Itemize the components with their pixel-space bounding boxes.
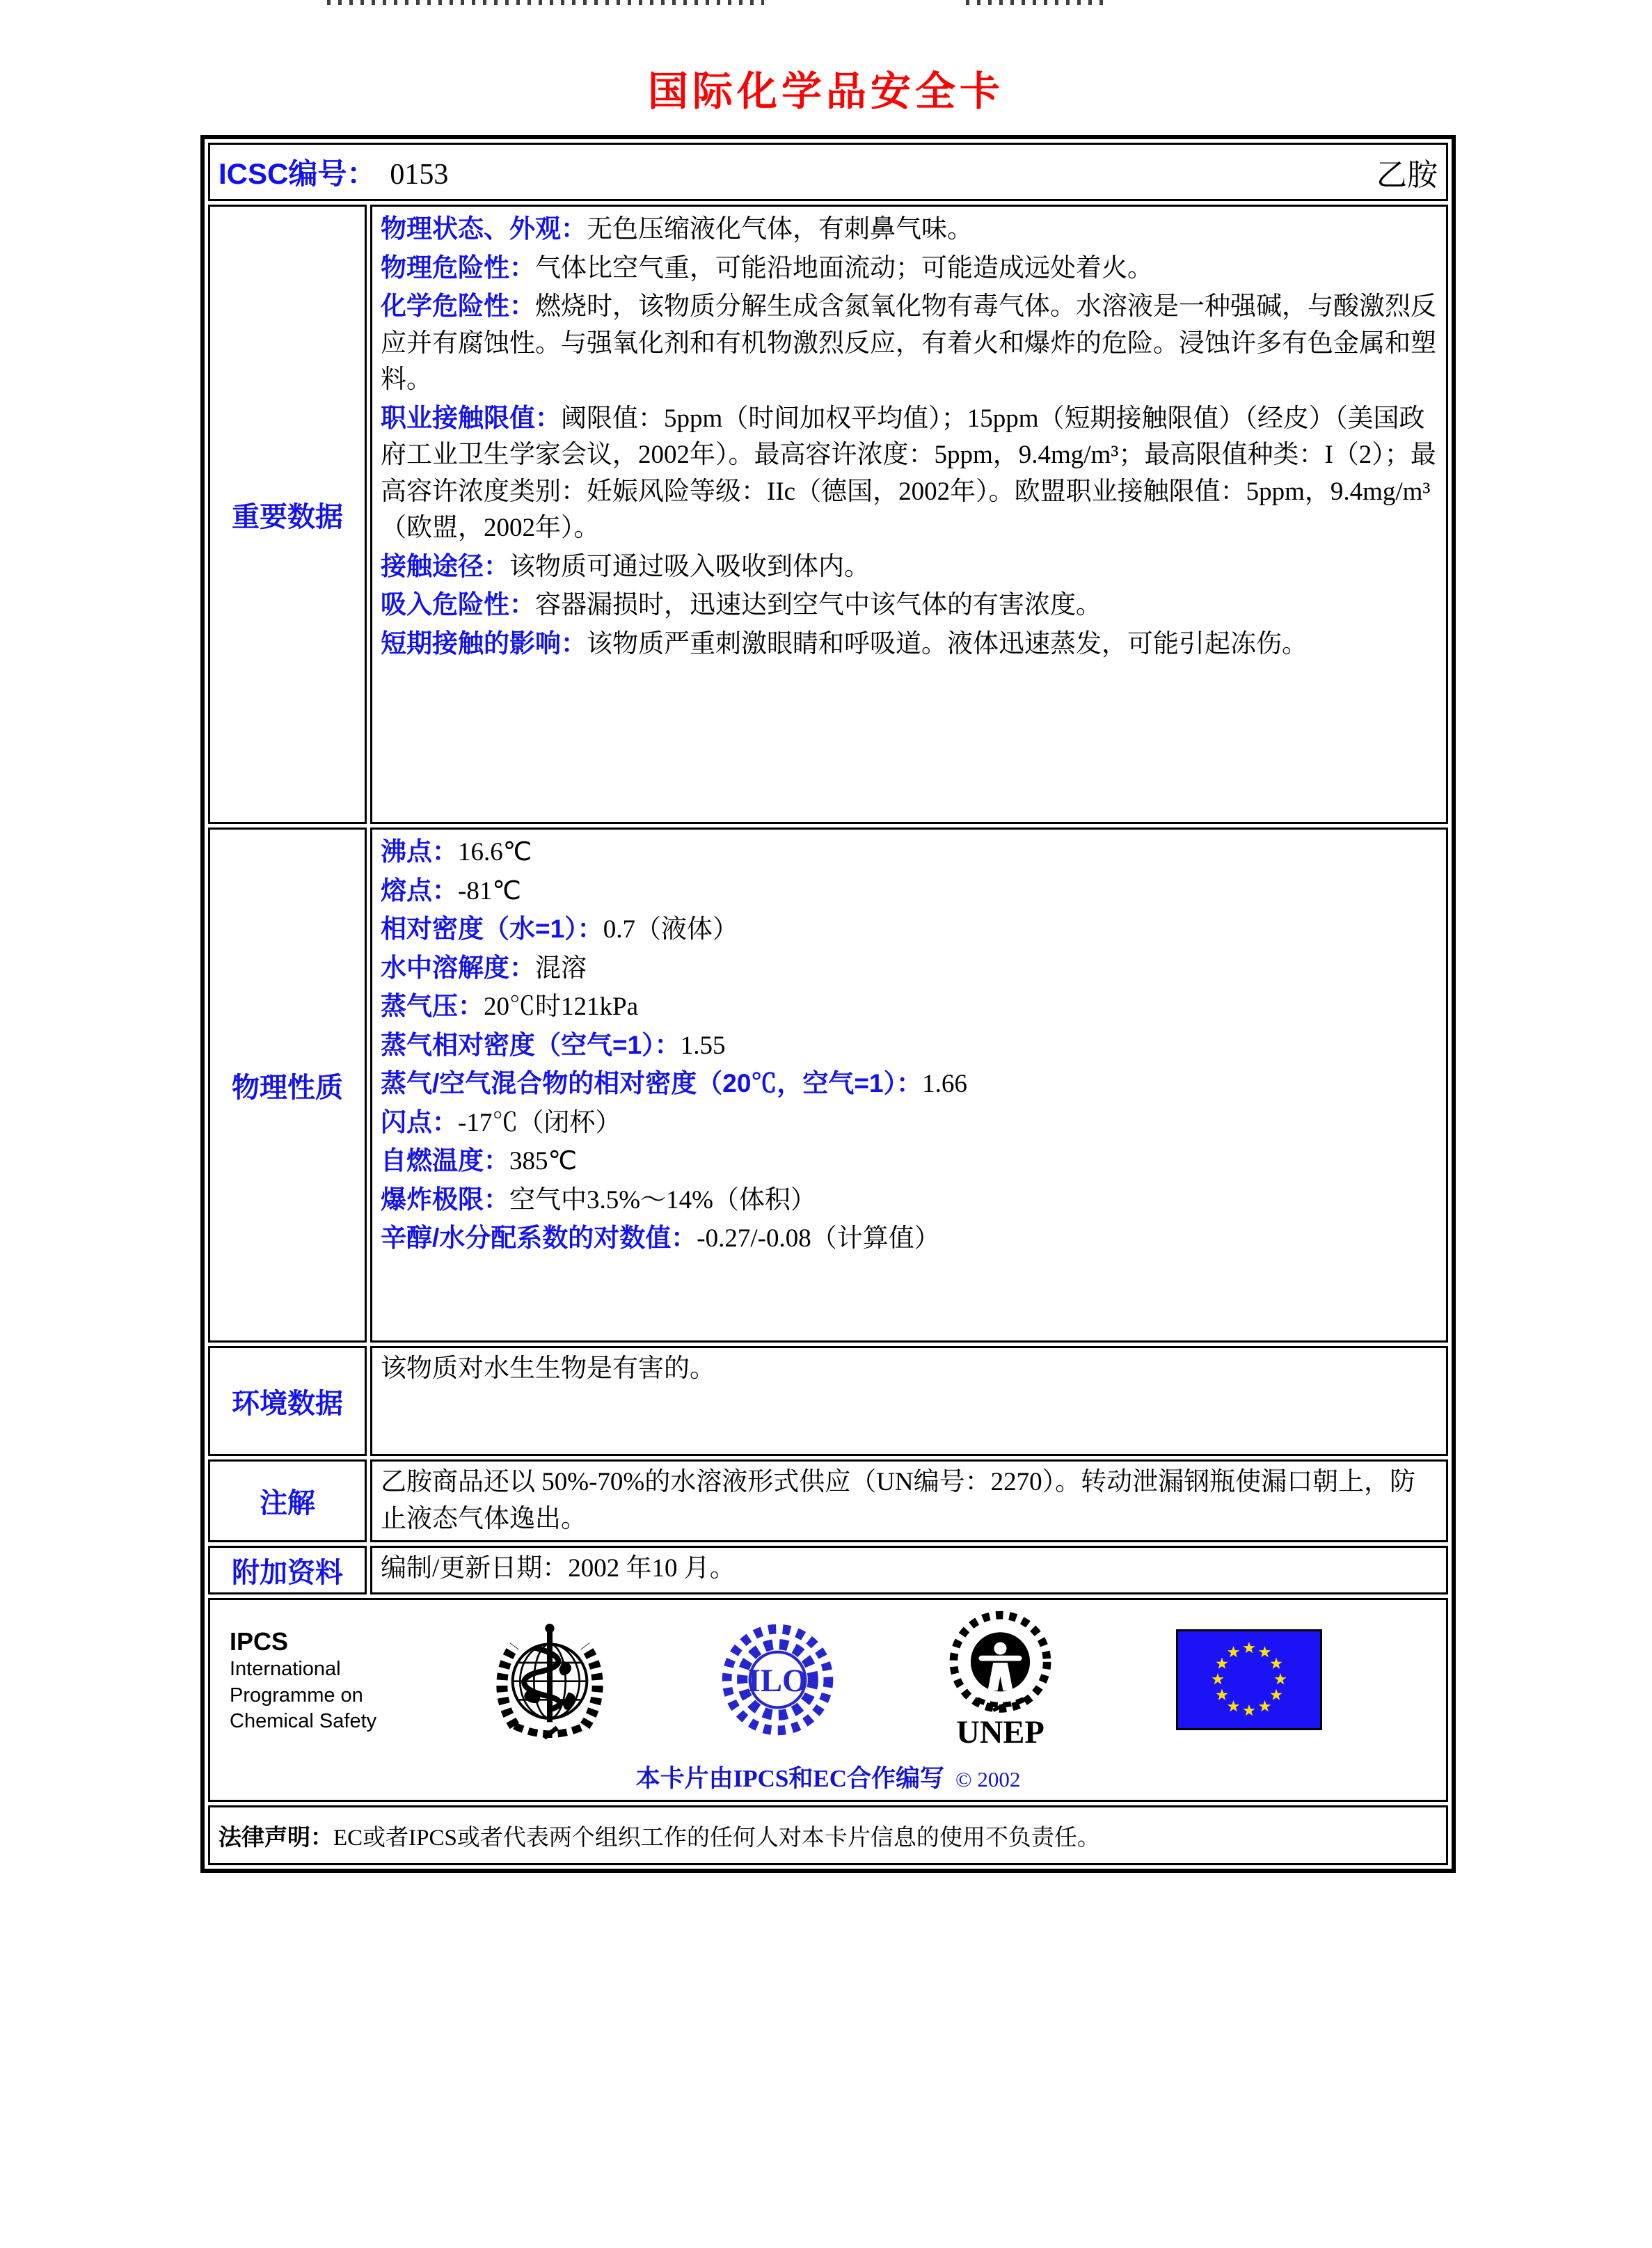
prop-value: -0.27/-0.08（计算值） [697,1224,940,1253]
prop-value: -81℃ [458,876,521,905]
important-data-content [370,205,1448,824]
prop-boiling-point [381,834,1438,871]
page-title: 国际化学品安全卡 [647,69,1004,114]
prop-value: 1.55 [680,1031,726,1060]
entry-key: 接触途径： [381,551,509,580]
notes-row [208,1459,1448,1542]
prop-explosive-limits [381,1182,1438,1219]
prop-melting-point [381,873,1438,910]
entry-value: 无色压缩液化气体，有刺鼻气味。 [587,215,973,244]
prop-autoignition-temp [381,1143,1438,1180]
eu-flag-icon [1176,1629,1322,1734]
icsc-number-value: 0153 [390,159,449,191]
additional-info-row [208,1546,1448,1594]
prop-octanol-water [381,1220,1438,1258]
entry-key: 化学危险性： [381,292,535,321]
clipped-print-header-fragment-left [327,0,764,5]
unep-logo-text: UNEP [956,1715,1045,1750]
prop-key: 蒸气/空气混合物的相对密度（20℃，空气=1）： [381,1069,923,1098]
logos-row [208,1598,1448,1802]
prop-key: 沸点： [381,837,458,866]
caption-year: © 2002 [955,1767,1021,1792]
icsc-header-cell [208,143,1448,201]
entry-physical-danger [381,250,1438,287]
prop-value: 混溶 [535,953,587,983]
prop-key: 闪点： [381,1107,458,1137]
entry-value: 阈限值：5ppm（时间加权平均值）；15ppm（短期接触限值）（经皮）（美国政府工业卫生学家会议，2002年）。最高容许浓度：5ppm，9.4mg/m³；最高限值种类：I（2）；最高容许浓度类别：妊娠风险等级：IIc（德国，2002年）。欧盟职业接触限值：5ppm，9.4mg/m³（欧盟，2002年）。 [381,404,1436,543]
physical-properties-content [370,828,1448,1343]
ipcs-line: Chemical Safety [230,1710,377,1733]
icsc-number-group [219,151,448,193]
entry-value: 该物质可通过吸入吸收到体内。 [509,552,870,581]
legal-row [208,1805,1448,1865]
prop-key: 熔点： [381,876,458,905]
prop-key: 自燃温度： [381,1146,509,1176]
ipcs-line: International [230,1658,341,1681]
entry-short-term-effects [381,626,1438,663]
ipcs-title: IPCS [230,1627,289,1656]
logos-cell [208,1598,1448,1802]
prop-vapor-density [381,1027,1438,1065]
entry-key: 吸入危险性： [381,590,535,619]
card-caption [230,1759,1427,1794]
ilo-logo-icon [720,1622,835,1741]
entry-key: 职业接触限值： [381,403,561,432]
physical-properties-row [208,828,1448,1343]
unep-logo-icon [946,1610,1054,1752]
entry-value: 气体比空气重，可能沿地面流动；可能造成远处着火。 [535,253,1153,283]
prop-value: 16.6℃ [458,838,532,866]
prop-value: 0.7（液体） [603,915,738,944]
entry-physical-state [381,211,1438,248]
entry-value: 燃烧时，该物质分解生成含氮氧化物有毒气体。水溶液是一种强碱，与酸激烈反应并有腐蚀性。与强氧化剂和有机物激烈反应，有着火和爆炸的危险。浸蚀许多有色金属和塑料。 [381,292,1436,395]
section-label-environment: 环境数据 [208,1346,367,1456]
prop-water-solubility [381,950,1438,988]
prop-relative-density [381,911,1438,949]
clipped-print-header-fragment-right [966,0,1105,5]
prop-vapor-pressure [381,988,1438,1026]
entry-value: 容器漏损时，迅速达到空气中该气体的有害浓度。 [535,591,1102,620]
entry-key: 短期接触的影响： [381,628,587,658]
prop-vapor-air-density [381,1066,1438,1103]
prop-value: -17℃（闭杯） [458,1108,621,1137]
prop-value: 385℃ [509,1147,578,1176]
section-label-notes: 注解 [208,1459,367,1542]
ipcs-line: Programme on [230,1684,363,1707]
entry-value: 该物质严重刺激眼睛和呼吸道。液体迅速蒸发，可能引起冻伤。 [587,629,1308,658]
entry-chemical-danger [381,288,1438,399]
notes-content: 乙胺商品还以 50%-70%的水溶液形式供应（UN编号：2270）。转动泄漏钢瓶使漏口朝上，防止液态气体逸出。 [370,1459,1448,1542]
icsc-number-label: ICSC编号： [219,157,376,190]
section-label-additional: 附加资料 [208,1546,367,1594]
environment-data-row [208,1346,1448,1456]
entry-key: 物理状态、外观： [381,214,587,243]
legal-cell [208,1805,1448,1865]
prop-flash-point [381,1105,1438,1142]
entry-key: 物理危险性： [381,253,535,282]
safety-card-table [200,135,1456,1873]
caption-text: 本卡片由IPCS和EC合作编写 [635,1765,945,1793]
entry-exposure-routes [381,548,1438,586]
prop-key: 蒸气相对密度（空气=1）： [381,1030,681,1059]
additional-info-content: 编制/更新日期：2002 年10 月。 [370,1546,1448,1594]
prop-key: 相对密度（水=1）： [381,915,603,944]
prop-key: 蒸气压： [381,992,484,1021]
entry-occupational-limits [381,400,1438,547]
who-logo-icon [494,1613,605,1749]
prop-key: 辛醇/水分配系数的对数值： [381,1224,697,1253]
prop-key: 水中溶解度： [381,953,535,982]
important-data-row [208,205,1448,824]
chemical-name: 乙胺 [1376,158,1438,192]
legal-label: 法律声明： [219,1823,333,1850]
ilo-logo-text: ILO [747,1662,808,1699]
section-label-important: 重要数据 [208,205,367,824]
entry-inhalation-risk [381,587,1438,624]
prop-value: 空气中3.5%～14%（体积） [509,1185,816,1214]
prop-value: 1.66 [922,1070,967,1099]
prop-value: 20℃时121kPa [484,992,638,1022]
header-row [208,143,1448,201]
legal-text: EC或者IPCS或者代表两个组织工作的任何人对本卡片信息的使用不负责任。 [333,1825,1100,1851]
section-label-physical: 物理性质 [208,828,367,1343]
ipcs-block [230,1627,418,1735]
prop-key: 爆炸极限： [381,1185,509,1214]
environment-data-content: 该物质对水生生物是有害的。 [370,1346,1448,1456]
